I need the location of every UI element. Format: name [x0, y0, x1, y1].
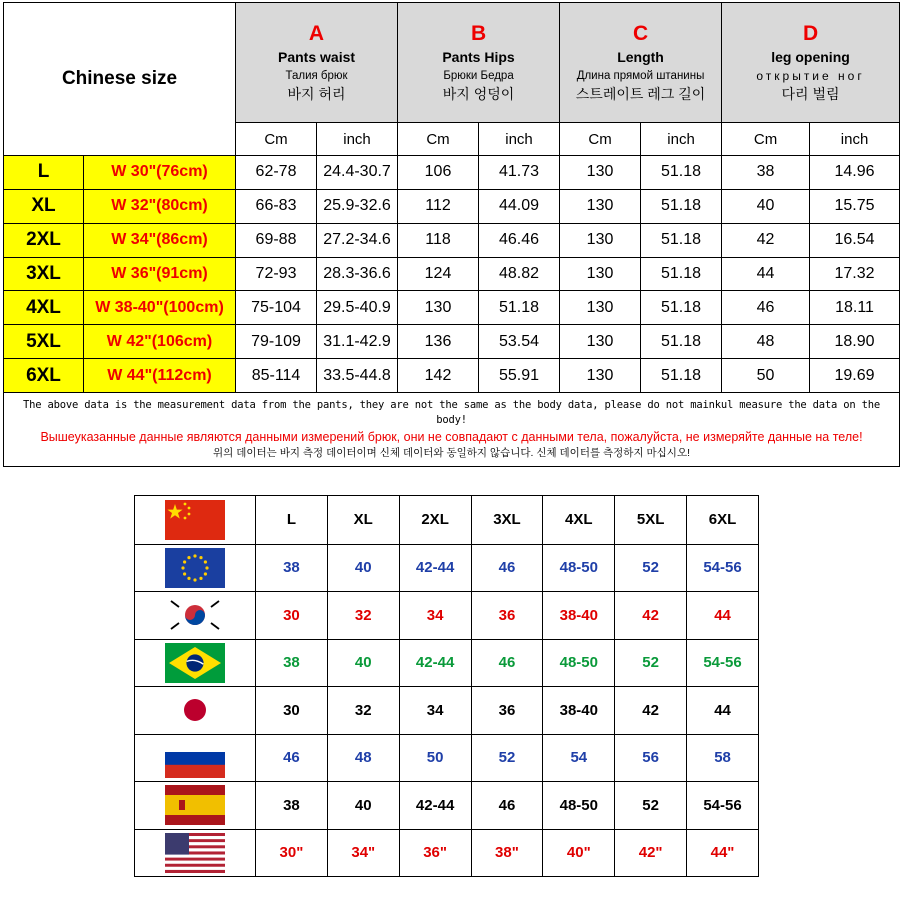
measure-d-in: 15.75	[810, 189, 900, 223]
measure-b-cm: 118	[398, 223, 479, 257]
measure-a-in: 24.4-30.7	[317, 155, 398, 189]
measure-a-cm: 62-78	[236, 155, 317, 189]
conversion-value: 42-44	[399, 639, 471, 687]
conversion-value: 40"	[543, 829, 615, 877]
conversion-value: 34	[399, 592, 471, 640]
measure-c-in: 51.18	[641, 325, 722, 359]
note-russian: Вышеуказанные данные являются данными измерений брюк, они не совпадают с данными тела, пожалуйста, не измеряйте данные на теле!	[40, 430, 863, 445]
size-label: 3XL	[4, 257, 84, 291]
measure-d-in: 16.54	[810, 223, 900, 257]
waist-size: W 36"(91cm)	[84, 257, 236, 291]
china-flag-icon	[160, 500, 230, 540]
measure-c-cm: 130	[560, 155, 641, 189]
measure-b-in: 41.73	[479, 155, 560, 189]
size-row	[4, 359, 900, 393]
size-label: L	[4, 155, 84, 189]
conversion-value: 52	[615, 544, 687, 592]
waist-size: W 44"(112cm)	[84, 359, 236, 393]
measure-d-cm: 40	[722, 189, 810, 223]
size-row	[4, 325, 900, 359]
size-label: 4XL	[4, 291, 84, 325]
note-english: The above data is the measurement data from the pants, they are not the same as the body data, please do not mainkul measure the data on the body!	[23, 399, 881, 427]
measure-b-in: 46.46	[479, 223, 560, 257]
conversion-value: 46	[471, 544, 543, 592]
col-ko-d: 다리 벌림	[781, 85, 840, 102]
size-label: XL	[4, 189, 84, 223]
measure-c-cm: 130	[560, 359, 641, 393]
waist-size: W 38-40"(100cm)	[84, 291, 236, 325]
conv-header-2xl: 2XL	[399, 496, 471, 545]
flag-cell	[135, 687, 256, 735]
conversion-value: 36"	[399, 829, 471, 877]
measure-d-in: 18.90	[810, 325, 900, 359]
conversion-value: 34"	[327, 829, 399, 877]
conv-header-3xl: 3XL	[471, 496, 543, 545]
measurement-note	[4, 393, 900, 467]
conversion-value: 52	[615, 782, 687, 830]
measure-c-cm: 130	[560, 325, 641, 359]
conversion-value: 50	[399, 734, 471, 782]
measure-d-cm: 38	[722, 155, 810, 189]
conversion-row	[135, 544, 759, 592]
conversion-value: 30	[256, 592, 328, 640]
measure-d-cm: 50	[722, 359, 810, 393]
conversion-value: 36	[471, 687, 543, 735]
flag-cell	[135, 829, 256, 877]
conversion-row	[135, 639, 759, 687]
size-row	[4, 257, 900, 291]
conversion-value: 48-50	[543, 544, 615, 592]
measure-a-cm: 75-104	[236, 291, 317, 325]
measure-c-in: 51.18	[641, 189, 722, 223]
unit-cm: Cm	[722, 123, 810, 156]
unit-cm: Cm	[398, 123, 479, 156]
size-chart-table	[3, 2, 900, 467]
size-label: 2XL	[4, 223, 84, 257]
conversion-value: 48-50	[543, 639, 615, 687]
size-row	[4, 155, 900, 189]
waist-size: W 34"(86cm)	[84, 223, 236, 257]
conversion-value: 44	[687, 687, 759, 735]
col-ru-b: Брюки Бедра	[443, 69, 514, 82]
conversion-value: 48-50	[543, 782, 615, 830]
conversion-value: 34	[399, 687, 471, 735]
conv-header-l: L	[256, 496, 328, 545]
conversion-value: 30"	[256, 829, 328, 877]
flag-cell	[135, 782, 256, 830]
conversion-value: 36	[471, 592, 543, 640]
measure-d-in: 18.11	[810, 291, 900, 325]
col-ko-a: 바지 허리	[287, 85, 346, 102]
measure-c-cm: 130	[560, 189, 641, 223]
unit-inch: inch	[479, 123, 560, 156]
measure-d-cm: 44	[722, 257, 810, 291]
measure-a-in: 28.3-36.6	[317, 257, 398, 291]
waist-size: W 30"(76cm)	[84, 155, 236, 189]
header-leg-opening	[722, 3, 900, 123]
conversion-value: 52	[471, 734, 543, 782]
unit-inch: inch	[317, 123, 398, 156]
conversion-value: 52	[615, 639, 687, 687]
measure-a-in: 31.1-42.9	[317, 325, 398, 359]
col-letter-c: C	[632, 21, 649, 45]
conversion-value: 58	[687, 734, 759, 782]
measure-d-cm: 48	[722, 325, 810, 359]
conversion-value: 42-44	[399, 782, 471, 830]
measure-b-in: 55.91	[479, 359, 560, 393]
conversion-value: 42"	[615, 829, 687, 877]
header-pants-waist	[236, 3, 398, 123]
measure-b-in: 44.09	[479, 189, 560, 223]
measure-b-cm: 124	[398, 257, 479, 291]
measure-a-cm: 69-88	[236, 223, 317, 257]
measure-d-cm: 42	[722, 223, 810, 257]
korea-flag-icon	[160, 595, 230, 635]
measure-c-in: 51.18	[641, 359, 722, 393]
col-ko-b: 바지 엉덩이	[442, 85, 515, 102]
conversion-value: 40	[327, 782, 399, 830]
conversion-value: 44"	[687, 829, 759, 877]
conversion-value: 38	[256, 639, 328, 687]
measure-d-cm: 46	[722, 291, 810, 325]
flag-cell	[135, 734, 256, 782]
conversion-value: 56	[615, 734, 687, 782]
conversion-value: 40	[327, 639, 399, 687]
col-name-c: Length	[617, 48, 664, 65]
conversion-row	[135, 687, 759, 735]
conversion-value: 38"	[471, 829, 543, 877]
japan-flag-icon	[160, 690, 230, 730]
measure-a-in: 29.5-40.9	[317, 291, 398, 325]
conversion-value: 46	[471, 639, 543, 687]
measure-c-in: 51.18	[641, 155, 722, 189]
col-name-d: leg opening	[771, 48, 850, 65]
conversion-row	[135, 592, 759, 640]
unit-inch: inch	[810, 123, 900, 156]
col-name-b: Pants Hips	[442, 48, 515, 65]
col-ru-a: Талия брюк	[285, 69, 348, 82]
measure-c-in: 51.18	[641, 223, 722, 257]
flag-cell	[135, 544, 256, 592]
measure-b-cm: 142	[398, 359, 479, 393]
measure-c-cm: 130	[560, 291, 641, 325]
measure-b-cm: 106	[398, 155, 479, 189]
conversion-value: 38-40	[543, 592, 615, 640]
china-flag-cell	[135, 496, 256, 545]
measure-b-in: 51.18	[479, 291, 560, 325]
measure-d-in: 19.69	[810, 359, 900, 393]
measure-c-in: 51.18	[641, 257, 722, 291]
measure-b-in: 48.82	[479, 257, 560, 291]
conversion-value: 54	[543, 734, 615, 782]
measure-b-cm: 136	[398, 325, 479, 359]
flag-cell	[135, 639, 256, 687]
col-letter-b: B	[470, 21, 487, 45]
measure-a-cm: 85-114	[236, 359, 317, 393]
unit-cm: Cm	[236, 123, 317, 156]
unit-inch: inch	[641, 123, 722, 156]
waist-size: W 42"(106cm)	[84, 325, 236, 359]
conv-header-xl: XL	[327, 496, 399, 545]
conversion-row	[135, 829, 759, 877]
flag-cell	[135, 592, 256, 640]
note-korean: 위의 데이터는 바지 측정 데이터이며 신체 데이터와 동일하지 않습니다. 신체 데이터를 측정하지 마십시오!	[213, 447, 691, 460]
conv-header-4xl: 4XL	[543, 496, 615, 545]
waist-size: W 32"(80cm)	[84, 189, 236, 223]
conv-header-6xl: 6XL	[687, 496, 759, 545]
col-letter-a: A	[308, 21, 325, 45]
chinese-size-header: Chinese size	[4, 3, 236, 156]
measure-d-in: 17.32	[810, 257, 900, 291]
size-row	[4, 291, 900, 325]
conversion-value: 42	[615, 687, 687, 735]
conversion-value: 48	[327, 734, 399, 782]
conversion-value: 32	[327, 687, 399, 735]
measure-b-cm: 130	[398, 291, 479, 325]
measure-a-in: 27.2-34.6	[317, 223, 398, 257]
conversion-value: 32	[327, 592, 399, 640]
header-length	[560, 3, 722, 123]
col-ru-c: Длина прямой штанины	[576, 69, 705, 82]
conversion-row	[135, 782, 759, 830]
spain-flag-icon	[160, 785, 230, 825]
conversion-value: 38	[256, 544, 328, 592]
header-pants-hips	[398, 3, 560, 123]
size-row	[4, 189, 900, 223]
conversion-value: 42-44	[399, 544, 471, 592]
conversion-row	[135, 734, 759, 782]
unit-cm: Cm	[560, 123, 641, 156]
size-label: 6XL	[4, 359, 84, 393]
measure-a-cm: 66-83	[236, 189, 317, 223]
conversion-value: 38	[256, 782, 328, 830]
conversion-value: 30	[256, 687, 328, 735]
col-ko-c: 스트레이트 레그 길이	[575, 85, 706, 102]
size-row	[4, 223, 900, 257]
russia-flag-icon	[160, 738, 230, 778]
measure-a-cm: 72-93	[236, 257, 317, 291]
conversion-value: 44	[687, 592, 759, 640]
conversion-value: 42	[615, 592, 687, 640]
conversion-value: 54-56	[687, 639, 759, 687]
conversion-value: 40	[327, 544, 399, 592]
conversion-value: 38-40	[543, 687, 615, 735]
measure-b-cm: 112	[398, 189, 479, 223]
eu-flag-icon	[160, 548, 230, 588]
brazil-flag-icon	[160, 643, 230, 683]
measure-b-in: 53.54	[479, 325, 560, 359]
measure-a-in: 25.9-32.6	[317, 189, 398, 223]
conv-header-5xl: 5XL	[615, 496, 687, 545]
conversion-value: 54-56	[687, 544, 759, 592]
measure-d-in: 14.96	[810, 155, 900, 189]
measure-a-cm: 79-109	[236, 325, 317, 359]
conversion-value: 46	[471, 782, 543, 830]
col-ru-d: открытие ног	[756, 68, 865, 83]
size-label: 5XL	[4, 325, 84, 359]
col-name-a: Pants waist	[278, 48, 356, 65]
measure-c-cm: 130	[560, 257, 641, 291]
conversion-value: 46	[256, 734, 328, 782]
usa-flag-icon	[160, 833, 230, 873]
col-letter-d: D	[802, 21, 819, 45]
size-conversion-table	[134, 495, 759, 877]
measure-a-in: 33.5-44.8	[317, 359, 398, 393]
measure-c-in: 51.18	[641, 291, 722, 325]
measure-c-cm: 130	[560, 223, 641, 257]
conversion-value: 54-56	[687, 782, 759, 830]
